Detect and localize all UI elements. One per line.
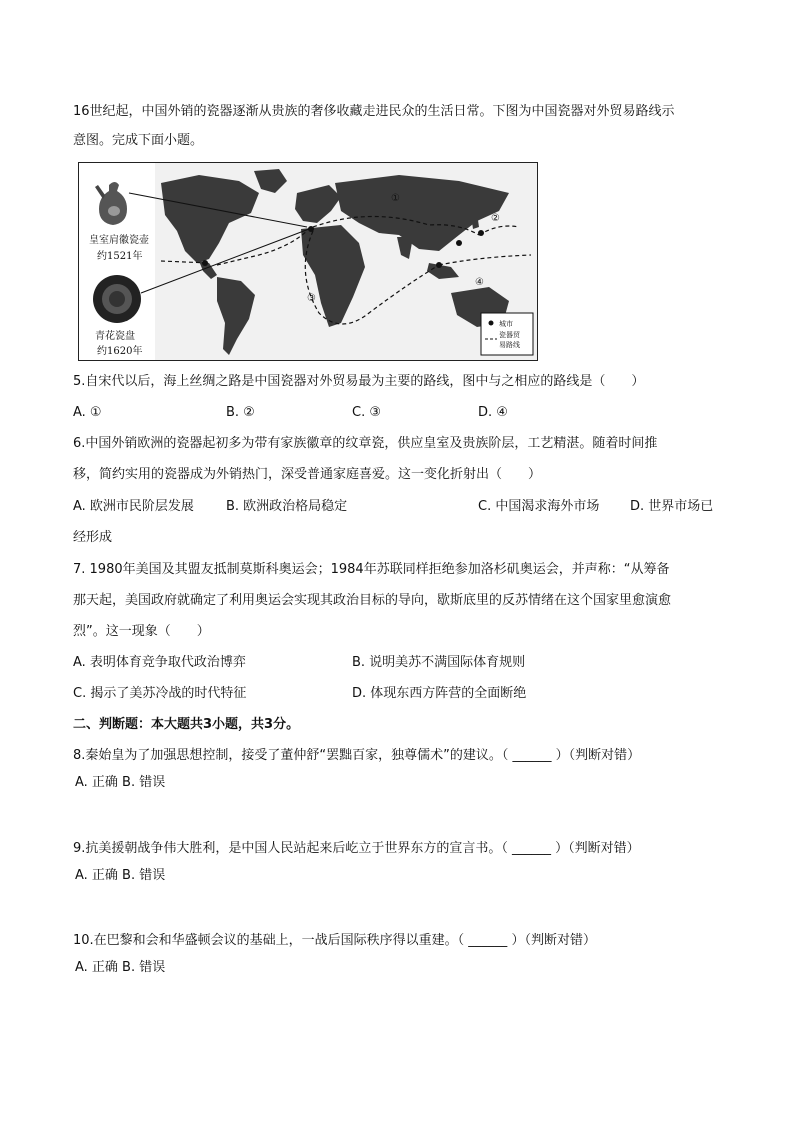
q10-stem: 10.在巴黎和会和华盛顿会议的基础上，一战后国际秩序得以重建。（ ______ ）（判断对错） [73,933,596,948]
q6-option-c[interactable]: C. 中国渴求海外市场 [478,499,600,514]
q7-option-b[interactable]: B. 说明美苏不满国际体育规则 [352,655,526,670]
map-legend [481,313,533,355]
q6-stem-2: 移，简约实用的瓷器成为外销热门，深受普通家庭喜爱。这一变化折射出（ ） [73,467,542,482]
q9-options[interactable]: A. 正确 B. 错误 [75,868,166,883]
q8-options[interactable]: A. 正确 B. 错误 [75,775,166,790]
q8-stem: 8.秦始皇为了加强思想控制，接受了董仲舒“罢黜百家，独尊儒术”的建议。（ ______ ）（判断对错） [73,748,641,763]
legend-city: 城市 [499,320,513,328]
q5-option-b[interactable]: B. ② [226,405,255,420]
q7-option-a[interactable]: A. 表明体育竞争取代政治博弈 [73,655,246,670]
plate-caption-2: 约1620年 [97,346,143,357]
q5-option-c[interactable]: C. ③ [352,405,381,420]
q6-option-d[interactable]: D. 世界市场已 [630,499,714,514]
route-label-4: ④ [475,277,484,288]
q5-option-a[interactable]: A. ① [73,405,102,420]
q6-option-a[interactable]: A. 欧洲市民阶层发展 [73,499,194,514]
q6-stem-1: 6.中国外销欧洲的瓷器起初多为带有家族徽章的纹章瓷，供应皇室及贵族阶层，工艺精湛。随着时间推 [73,436,658,451]
legend-route-1: 瓷器贸 [499,331,520,339]
q9-stem: 9.抗美援朝战争伟大胜利，是中国人民站起来后屹立于世界东方的宣言书。（ ______ ）（判断对错） [73,841,640,856]
q5-stem: 5.自宋代以后，海上丝绸之路是中国瓷器对外贸易最为主要的路线，图中与之相应的路线是（ ） [73,374,645,389]
intro-line-2: 意图。完成下面小题。 [73,133,204,148]
q7-stem-1: 7. 1980年美国及其盟友抵制莫斯科奥运会；1984年苏联同样拒绝参加洛杉矶奥运会，并声称：“从筹备 [73,562,670,577]
route-label-3: ③ [307,293,316,304]
intro-line-1: 16世纪起，中国外销的瓷器逐渐从贵族的奢侈收藏走进民众的生活日常。下图为中国瓷器对外贸易路线示 [73,104,675,119]
q7-option-c[interactable]: C. 揭示了美苏冷战的时代特征 [73,686,247,701]
route-label-2: ② [491,213,500,224]
q7-option-d[interactable]: D. 体现东西方阵营的全面断绝 [352,686,527,701]
section-2-heading: 二、判断题：本大题共3小题，共3分。 [73,717,300,732]
q5-option-d[interactable]: D. ④ [478,405,508,420]
q10-options[interactable]: A. 正确 B. 错误 [75,960,166,975]
route-label-1: ① [391,193,400,204]
blue-white-plate-image [93,275,141,323]
vase-caption-2: 约1521年 [97,251,143,262]
vase-caption-1: 皇室肩徽瓷壶 [89,235,149,246]
q7-stem-3: 烈”。这一现象（ ） [73,624,210,639]
legend-route-2: 易路线 [499,341,520,349]
trade-route-map [78,162,538,361]
q7-stem-2: 那天起，美国政府就确定了利用奥运会实现其政治目标的导向，歇斯底里的反苏情绪在这个国家里愈演愈 [73,593,672,608]
q6-option-b[interactable]: B. 欧洲政治格局稳定 [226,499,348,514]
q6-option-d-cont: 经形成 [73,530,113,545]
plate-caption-1: 青花瓷盘 [95,331,135,342]
